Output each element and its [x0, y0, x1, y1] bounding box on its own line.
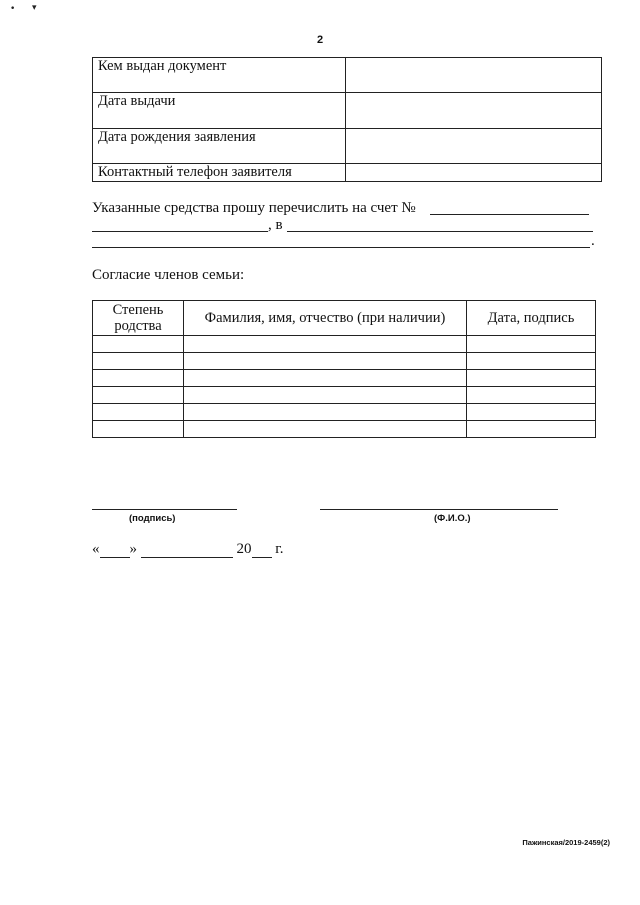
full-name-cell[interactable]: [184, 336, 467, 353]
full-name-cell[interactable]: [184, 421, 467, 438]
column-header-date-signature: Дата, подпись: [467, 301, 596, 336]
table-row: [93, 93, 602, 128]
date-close-quote: »: [129, 541, 137, 557]
date-signature-cell[interactable]: [467, 336, 596, 353]
date-line: [92, 541, 283, 558]
full-name-cell[interactable]: [184, 353, 467, 370]
phone-value[interactable]: [346, 163, 602, 181]
table-row: [93, 336, 596, 353]
birth-date-value[interactable]: [346, 128, 602, 163]
transfer-in-text: , в: [268, 217, 283, 233]
transfer-text: Указанные средства прошу перечислить на счет №: [92, 200, 416, 216]
relation-cell[interactable]: [93, 421, 184, 438]
table-row: [93, 163, 602, 181]
table-row: [93, 404, 596, 421]
family-consent-heading: Согласие членов семьи:: [92, 267, 245, 283]
relation-cell[interactable]: [93, 336, 184, 353]
relation-cell[interactable]: [93, 387, 184, 404]
year-blank[interactable]: [252, 543, 272, 558]
document-id: Пажинская/2019-2459(2): [522, 838, 610, 847]
date-signature-cell[interactable]: [467, 387, 596, 404]
relation-cell[interactable]: [93, 404, 184, 421]
issue-date-label: Дата выдачи: [93, 93, 346, 128]
column-header-full-name: Фамилия, имя, отчество (при наличии): [184, 301, 467, 336]
transfer-end-dot: .: [591, 233, 595, 249]
page-number: 2: [316, 34, 324, 46]
issue-date-value[interactable]: [346, 93, 602, 128]
relation-cell[interactable]: [93, 370, 184, 387]
applicant-info-table: [92, 57, 602, 182]
column-header-relation: Степень родства: [93, 301, 184, 336]
date-signature-cell[interactable]: [467, 353, 596, 370]
month-blank[interactable]: [141, 543, 233, 558]
full-name-cell[interactable]: [184, 404, 467, 421]
bank-name-line-2[interactable]: [92, 247, 590, 248]
scan-mark-arrow: ▾: [32, 3, 37, 13]
full-name-line[interactable]: [320, 509, 558, 510]
year-prefix: 20: [236, 541, 252, 557]
full-name-cell[interactable]: [184, 387, 467, 404]
table-row: [93, 387, 596, 404]
scan-mark-dot: •: [10, 4, 16, 14]
table-row: [93, 353, 596, 370]
family-consent-table: [92, 300, 596, 438]
bank-name-line[interactable]: [287, 231, 593, 232]
table-header-row: [93, 301, 596, 336]
issued-by-value[interactable]: [346, 58, 602, 93]
table-row: [93, 370, 596, 387]
account-number-line[interactable]: [430, 214, 589, 215]
table-row: [93, 421, 596, 438]
account-line-2[interactable]: [92, 231, 268, 232]
birth-date-label: Дата рождения заявления: [93, 128, 346, 163]
date-signature-cell[interactable]: [467, 370, 596, 387]
phone-label: Контактный телефон заявителя: [93, 163, 346, 181]
date-open-quote: «: [92, 541, 100, 557]
year-suffix: г.: [275, 541, 284, 557]
signature-line[interactable]: [92, 509, 237, 510]
date-signature-cell[interactable]: [467, 404, 596, 421]
full-name-caption: (Ф.И.О.): [434, 513, 471, 524]
table-row: [93, 58, 602, 93]
day-blank[interactable]: [100, 543, 130, 558]
date-signature-cell[interactable]: [467, 421, 596, 438]
table-row: [93, 128, 602, 163]
full-name-cell[interactable]: [184, 370, 467, 387]
relation-cell[interactable]: [93, 353, 184, 370]
signature-caption: (подпись): [129, 513, 176, 524]
issued-by-label: Кем выдан документ: [93, 58, 346, 93]
